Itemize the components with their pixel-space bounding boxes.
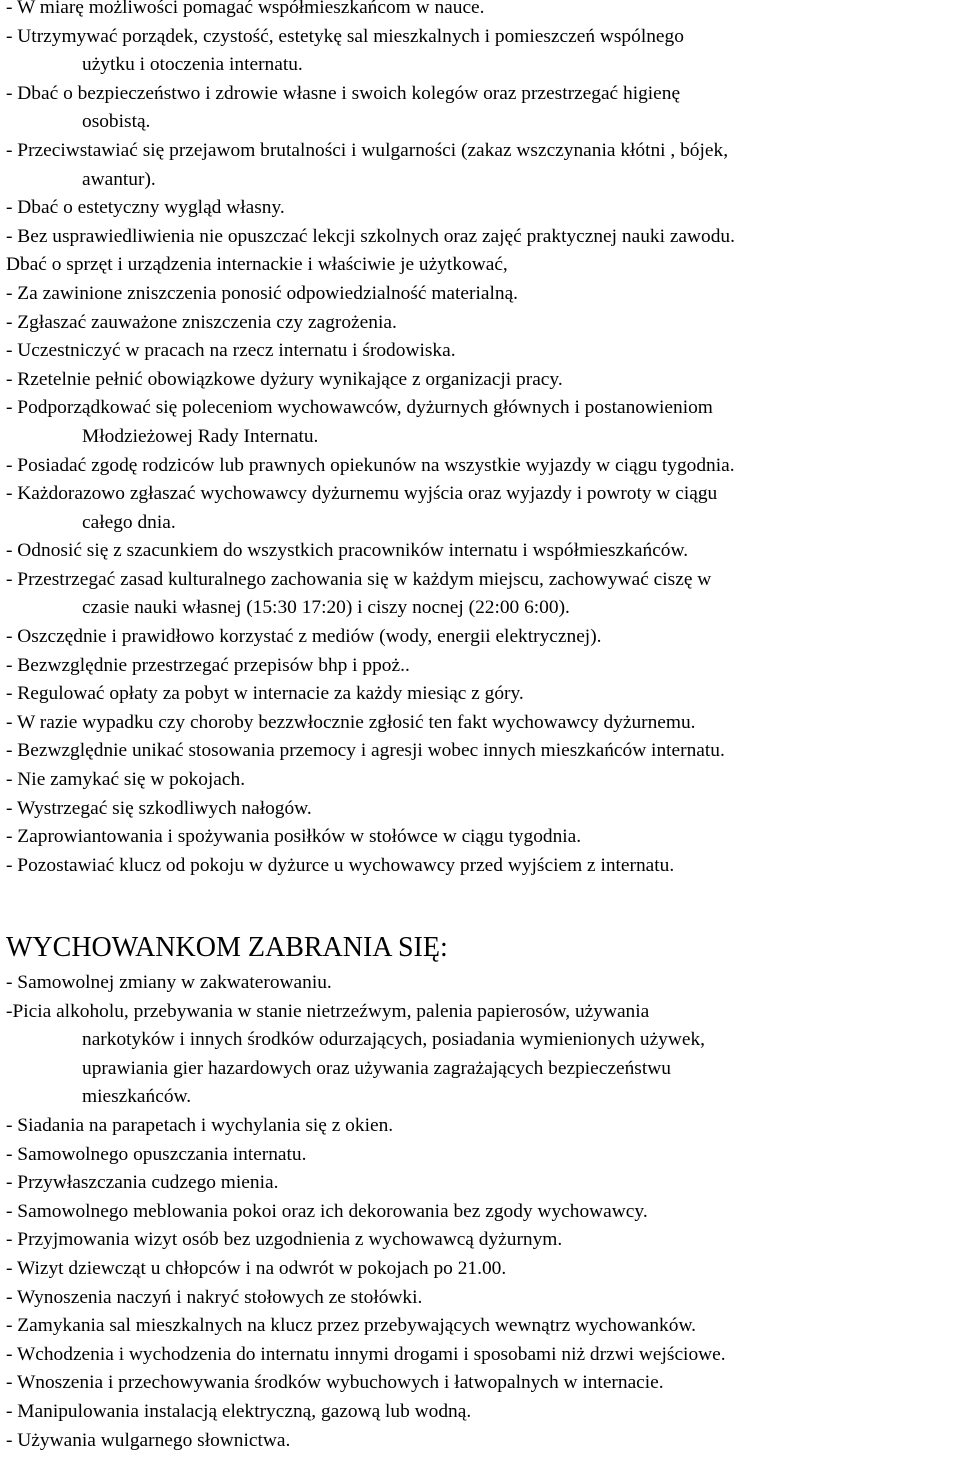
- prohibition-line: - Używania wulgarnego słownictwa.: [6, 1429, 291, 1451]
- rule-line: - Zaprowiantowania i spożywania posiłków w stołówce w ciągu tygodnia.: [6, 826, 582, 848]
- rule-line: - Odnosić się z szacunkiem do wszystkich pracowników internatu i współmieszkańców.: [6, 540, 689, 562]
- rule-line: - Rzetelnie pełnić obowiązkowe dyżury wynikające z organizacji pracy.: [6, 368, 563, 390]
- rule-line: - Przeciwstawiać się przejawom brutalności i wulgarności (zakaz wszczynania kłótni , bójek,: [6, 139, 729, 161]
- rule-line: czasie nauki własnej (15:30 17:20) i ciszy nocnej (22:00 6:00).: [82, 597, 570, 619]
- prohibition-line: mieszkańców.: [82, 1086, 192, 1108]
- prohibition-line: - Samowolnego meblowania pokoi oraz ich dekorowania bez zgody wychowawcy.: [6, 1200, 648, 1222]
- rule-line: - Oszczędnie i prawidłowo korzystać z mediów (wody, energii elektrycznej).: [6, 626, 602, 648]
- prohibition-line: uprawiania gier hazardowych oraz używania zagrażających bezpieczeństwu: [82, 1057, 671, 1079]
- prohibition-line: -Picia alkoholu, przebywania w stanie nietrzeźwym, palenia papierosów, używania: [6, 1000, 650, 1022]
- rule-line: - Każdorazowo zgłaszać wychowawcy dyżurnemu wyjścia oraz wyjazdy i powroty w ciągu: [6, 483, 718, 505]
- rule-line: - Dbać o bezpieczeństwo i zdrowie własne i swoich kolegów oraz przestrzegać higienę: [6, 82, 681, 104]
- prohibition-line: - Przywłaszczania cudzego mienia.: [6, 1172, 279, 1194]
- rule-line: - Za zawinione zniszczenia ponosić odpowiedzialność materialną.: [6, 282, 519, 304]
- rule-line: całego dnia.: [82, 511, 176, 533]
- rule-line: - Podporządkować się poleceniom wychowawców, dyżurnych głównych i postanowieniom: [6, 397, 713, 419]
- rule-line: - Zgłaszać zauważone zniszczenia czy zagrożenia.: [6, 311, 397, 333]
- rule-line: - Regulować opłaty za pobyt w internacie za każdy miesiąc z góry.: [6, 683, 524, 705]
- prohibition-line: - Samowolnej zmiany w zakwaterowaniu.: [6, 972, 332, 993]
- prohibition-line: - Samowolnego opuszczania internatu.: [6, 1143, 307, 1165]
- prohibition-line: - Przyjmowania wizyt osób bez uzgodnienia z wychowawcą dyżurnym.: [6, 1229, 563, 1251]
- rule-line: - W razie wypadku czy choroby bezzwłocznie zgłosić ten fakt wychowawcy dyżurnemu.: [6, 711, 696, 733]
- rule-line: Młodzieżowej Rady Internatu.: [82, 425, 319, 447]
- rule-line: - Przestrzegać zasad kulturalnego zachowania się w każdym miejscu, zachowywać ciszę w: [6, 568, 712, 590]
- rule-line: - Bez usprawiedliwienia nie opuszczać lekcji szkolnych oraz zajęć praktycznej nauki zawodu.: [6, 225, 735, 247]
- prohibitions-heading: WYCHOWANKOM ZABRANIA SIĘ:: [6, 932, 448, 963]
- rule-line: - Bezwzględnie unikać stosowania przemocy i agresji wobec innych mieszkańców internatu.: [6, 740, 725, 762]
- prohibition-line: - Wizyt dziewcząt u chłopców i na odwrót w pokojach po 21.00.: [6, 1257, 507, 1279]
- prohibition-line: narkotyków i innych środków odurzających, posiadania wymienionych używek,: [82, 1029, 706, 1051]
- rule-line: - W miarę możliwości pomagać współmieszkańcom w nauce.: [6, 0, 485, 18]
- rule-line: awantur).: [82, 168, 156, 190]
- prohibitions-list: [6, 969, 956, 1455]
- rule-line: - Posiadać zgodę rodziców lub prawnych opiekunów na wszystkie wyjazdy w ciągu tygodnia.: [6, 454, 735, 476]
- rule-line: - Pozostawiać klucz od pokoju w dyżurce u wychowawcy przed wyjściem z internatu.: [6, 854, 675, 876]
- prohibition-line: - Wnoszenia i przechowywania środków wybuchowych i łatwopalnych w internacie.: [6, 1372, 664, 1394]
- rule-line: - Wystrzegać się szkodliwych nałogów.: [6, 797, 312, 819]
- prohibition-line: - Siadania na parapetach i wychylania się z okien.: [6, 1114, 394, 1136]
- obligations-list: [6, 0, 956, 880]
- prohibition-line: - Manipulowania instalacją elektryczną, gazową lub wodną.: [6, 1400, 472, 1422]
- prohibition-line: - Zamykania sal mieszkalnych na klucz przez przebywających wewnątrz wychowanków.: [6, 1315, 697, 1337]
- rule-line: użytku i otoczenia internatu.: [82, 54, 303, 76]
- rule-line: Dbać o sprzęt i urządzenia internackie i właściwie je użytkować,: [6, 254, 508, 276]
- rule-line: - Nie zamykać się w pokojach.: [6, 769, 246, 791]
- rule-line: - Bezwzględnie przestrzegać przepisów bhp i ppoż..: [6, 654, 410, 676]
- rule-line: - Utrzymywać porządek, czystość, estetykę sal mieszkalnych i pomieszczeń wspólnego: [6, 25, 684, 47]
- prohibition-line: - Wchodzenia i wychodzenia do internatu innymi drogami i sposobami niż drzwi wejściowe.: [6, 1343, 726, 1365]
- rule-line: - Uczestniczyć w pracach na rzecz internatu i środowiska.: [6, 340, 456, 362]
- prohibition-line: - Wynoszenia naczyń i nakryć stołowych ze stołówki.: [6, 1286, 423, 1308]
- rule-line: osobistą.: [82, 111, 151, 133]
- rule-line: - Dbać o estetyczny wygląd własny.: [6, 197, 285, 219]
